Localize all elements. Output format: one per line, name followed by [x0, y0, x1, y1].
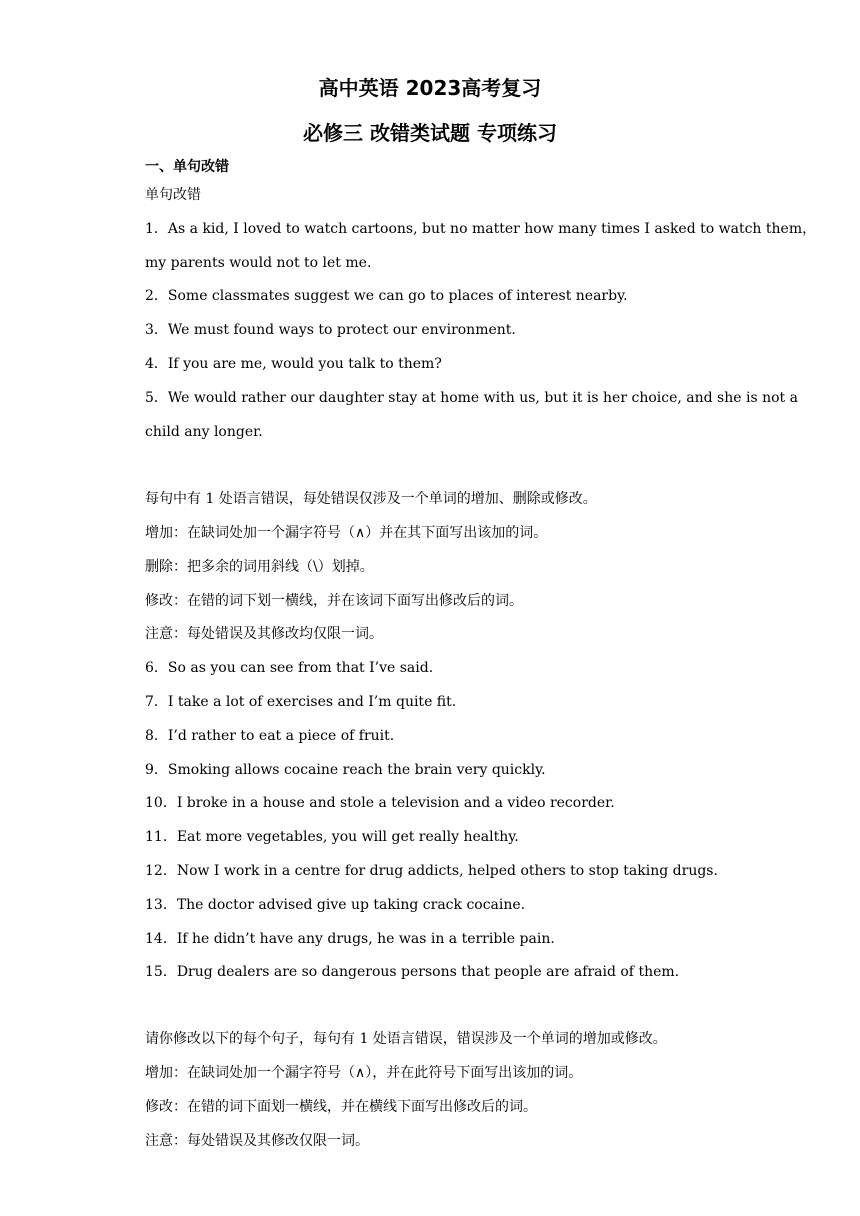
question-line: 2．Some classmates suggest we can go to places of interest nearby.	[145, 288, 628, 304]
question-line: 4．If you are me, would you talk to them?	[145, 356, 442, 372]
question-line: 8．I’d rather to eat a piece of fruit.	[145, 728, 395, 744]
question-line: 1．As a kid, I loved to watch cartoons, but no matter how many times I asked to watch them，	[145, 221, 817, 237]
section-heading: 一、单句改错	[145, 159, 229, 175]
question-line: 3．We must found ways to protect our environment.	[145, 322, 516, 338]
question-line: 7．I take a lot of exercises and I’m quite fit.	[145, 694, 457, 710]
question-line: child any longer.	[145, 424, 263, 440]
instruction-line: 修改：在错的词下划一横线，并在该词下面写出修改后的词。	[145, 593, 523, 609]
instruction-line: 删除：把多余的词用斜线（\）划掉。	[145, 559, 374, 575]
question-line: 12．Now I work in a centre for drug addicts, helped others to stop taking drugs.	[145, 863, 718, 879]
document-title: 高中英语 2023高考复习	[318, 76, 542, 100]
instruction-line: 请你修改以下的每个句子，每句有 1 处语言错误，错误涉及一个单词的增加或修改。	[145, 1031, 667, 1047]
question-line: 13．The doctor advised give up taking crack cocaine.	[145, 897, 526, 913]
question-line: my parents would not to let me.	[145, 255, 372, 271]
question-line: 5．We would rather our daughter stay at home with us, but it is her choice, and she is not a	[145, 390, 798, 406]
question-line: 9．Smoking allows cocaine reach the brain very quickly.	[145, 762, 546, 778]
instruction-line: 增加：在缺词处加一个漏字符号（∧），并在此符号下面写出该加的词。	[145, 1065, 583, 1081]
instruction-line: 增加：在缺词处加一个漏字符号（∧）并在其下面写出该加的词。	[145, 525, 548, 541]
question-line: 14．If he didn’t have any drugs, he was in a terrible pain.	[145, 931, 555, 947]
section-label: 单句改错	[145, 187, 201, 203]
instruction-line: 注意：每处错误及其修改均仅限一词。	[145, 626, 383, 642]
question-line: 15．Drug dealers are so dangerous persons that people are afraid of them.	[145, 964, 680, 980]
document-subtitle: 必修三 改错类试题 专项练习	[303, 121, 557, 145]
instruction-line: 每句中有 1 处语言错误，每处错误仅涉及一个单词的增加、删除或修改。	[145, 491, 597, 507]
instruction-line: 注意：每处错误及其修改仅限一词。	[145, 1133, 369, 1149]
question-line: 11．Eat more vegetables, you will get really healthy.	[145, 829, 519, 845]
question-line: 10．I broke in a house and stole a television and a video recorder.	[145, 795, 615, 811]
instruction-line: 修改：在错的词下面划一横线，并在横线下面写出修改后的词。	[145, 1099, 537, 1115]
question-line: 6．So as you can see from that I’ve said.	[145, 660, 434, 676]
